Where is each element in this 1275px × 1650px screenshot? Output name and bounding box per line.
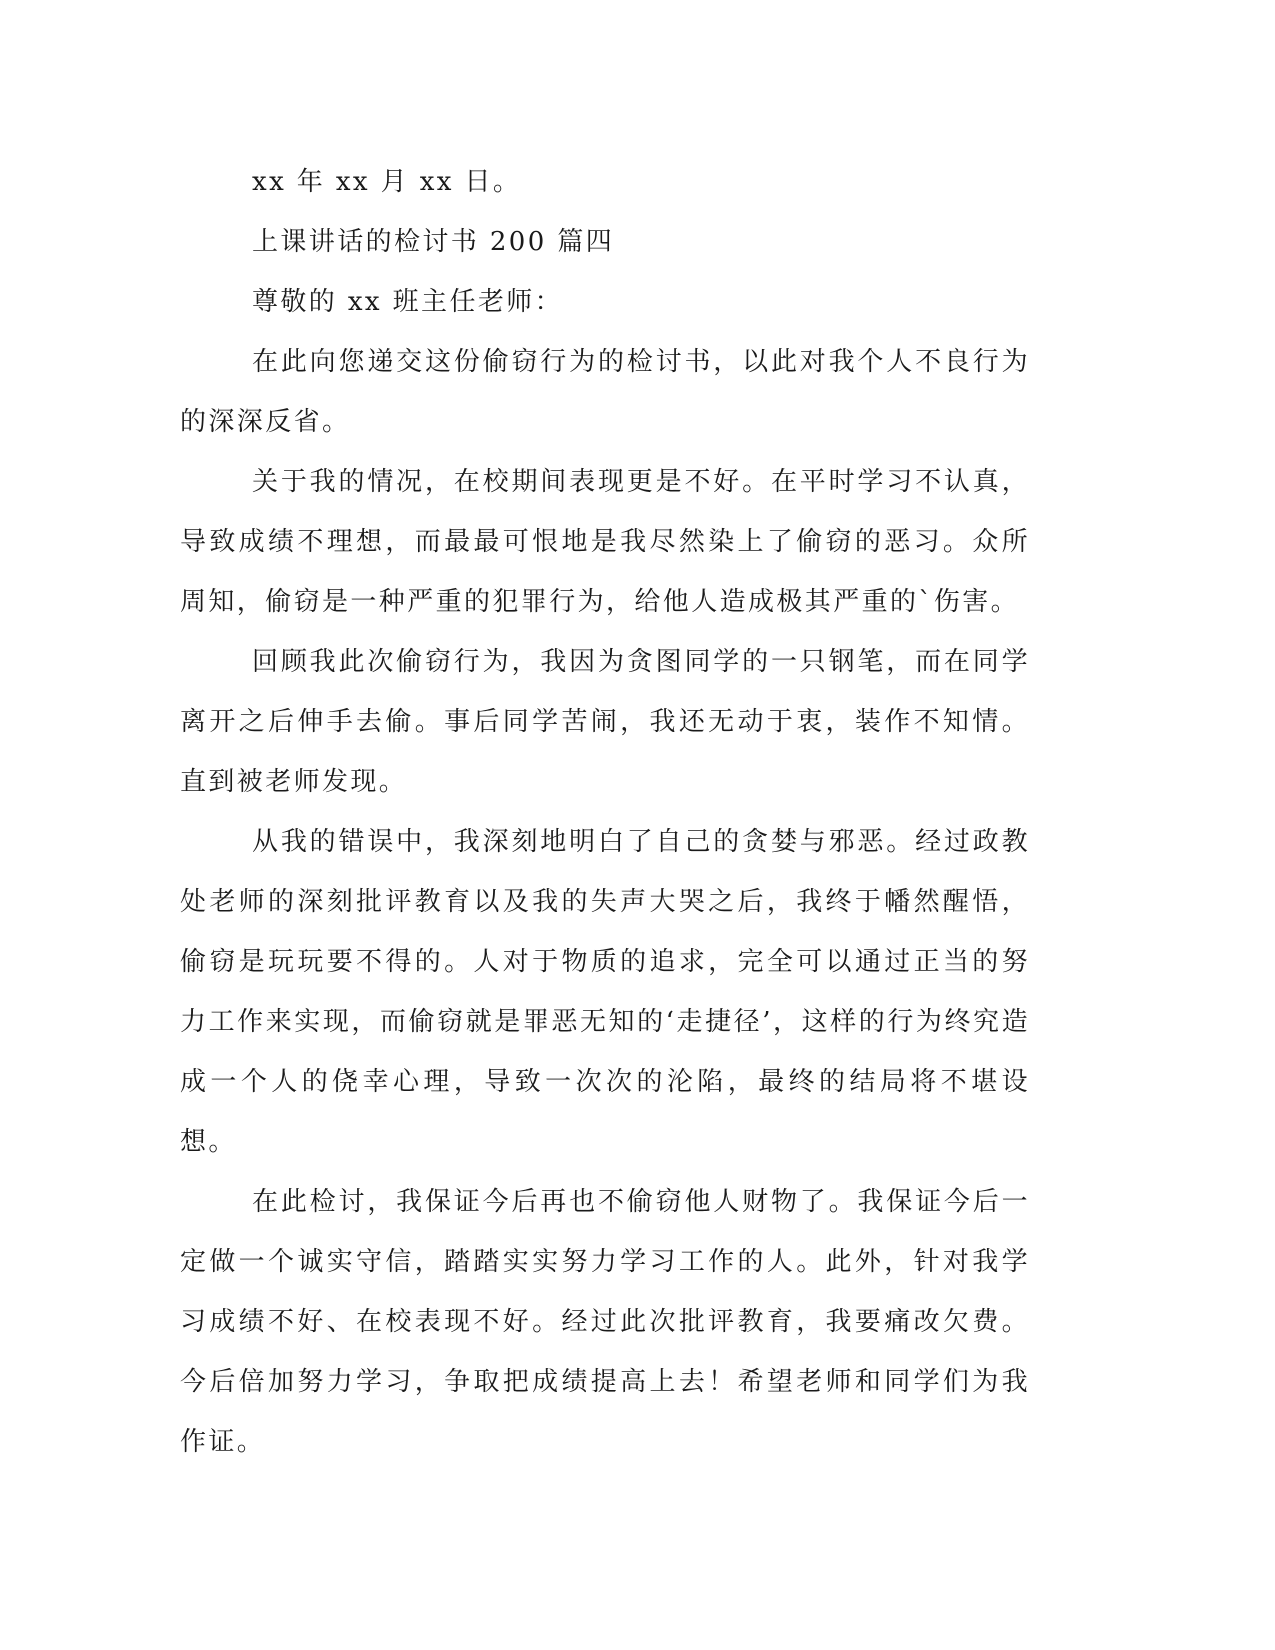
date-line: xx 年 xx 月 xx 日。 (252, 167, 522, 197)
paragraph-situation: 关于我的情况，在校期间表现更是不好。在平时学习不认真，导致成绩不理想，而最最可恨地是我尽然染上了偷窃的恶习。众所周知，偷窃是一种严重的犯罪行为，给他人造成极其严重的`伤害。 (180, 467, 1030, 617)
document-body (180, 152, 1030, 1472)
salutation: 尊敬的 xx 班主任老师： (252, 287, 564, 317)
paragraph-promise: 在此检讨，我保证今后再也不偷窃他人财物了。我保证今后一定做一个诚实守信，踏踏实实努力学习工作的人。此外，针对我学习成绩不好、在校表现不好。经过此次批评教育，我要痛改欠费。今后倍加努力学习，争取把成绩提高上去！希望老师和同学们为我作证。 (180, 1187, 1030, 1457)
paragraph-reflection: 从我的错误中，我深刻地明白了自己的贪婪与邪恶。经过政教处老师的深刻批评教育以及我的失声大哭之后，我终于幡然醒悟，偷窃是玩玩要不得的。人对于物质的追求，完全可以通过正当的努力工作来实现，而偷窃就是罪恶无知的‘走捷径’，这样的行为终究造成一个人的侥幸心理，导致一次次的沦陷，最终的结局将不堪设想。 (180, 827, 1030, 1157)
paragraph-review: 回顾我此次偷窃行为，我因为贪图同学的一只钢笔，而在同学离开之后伸手去偷。事后同学苦闹，我还无动于衷，装作不知情。直到被老师发现。 (180, 647, 1030, 797)
paragraph-intro: 在此向您递交这份偷窃行为的检讨书，以此对我个人不良行为的深深反省。 (180, 347, 1030, 437)
section-heading: 上课讲话的检讨书 200 篇四 (252, 227, 615, 257)
